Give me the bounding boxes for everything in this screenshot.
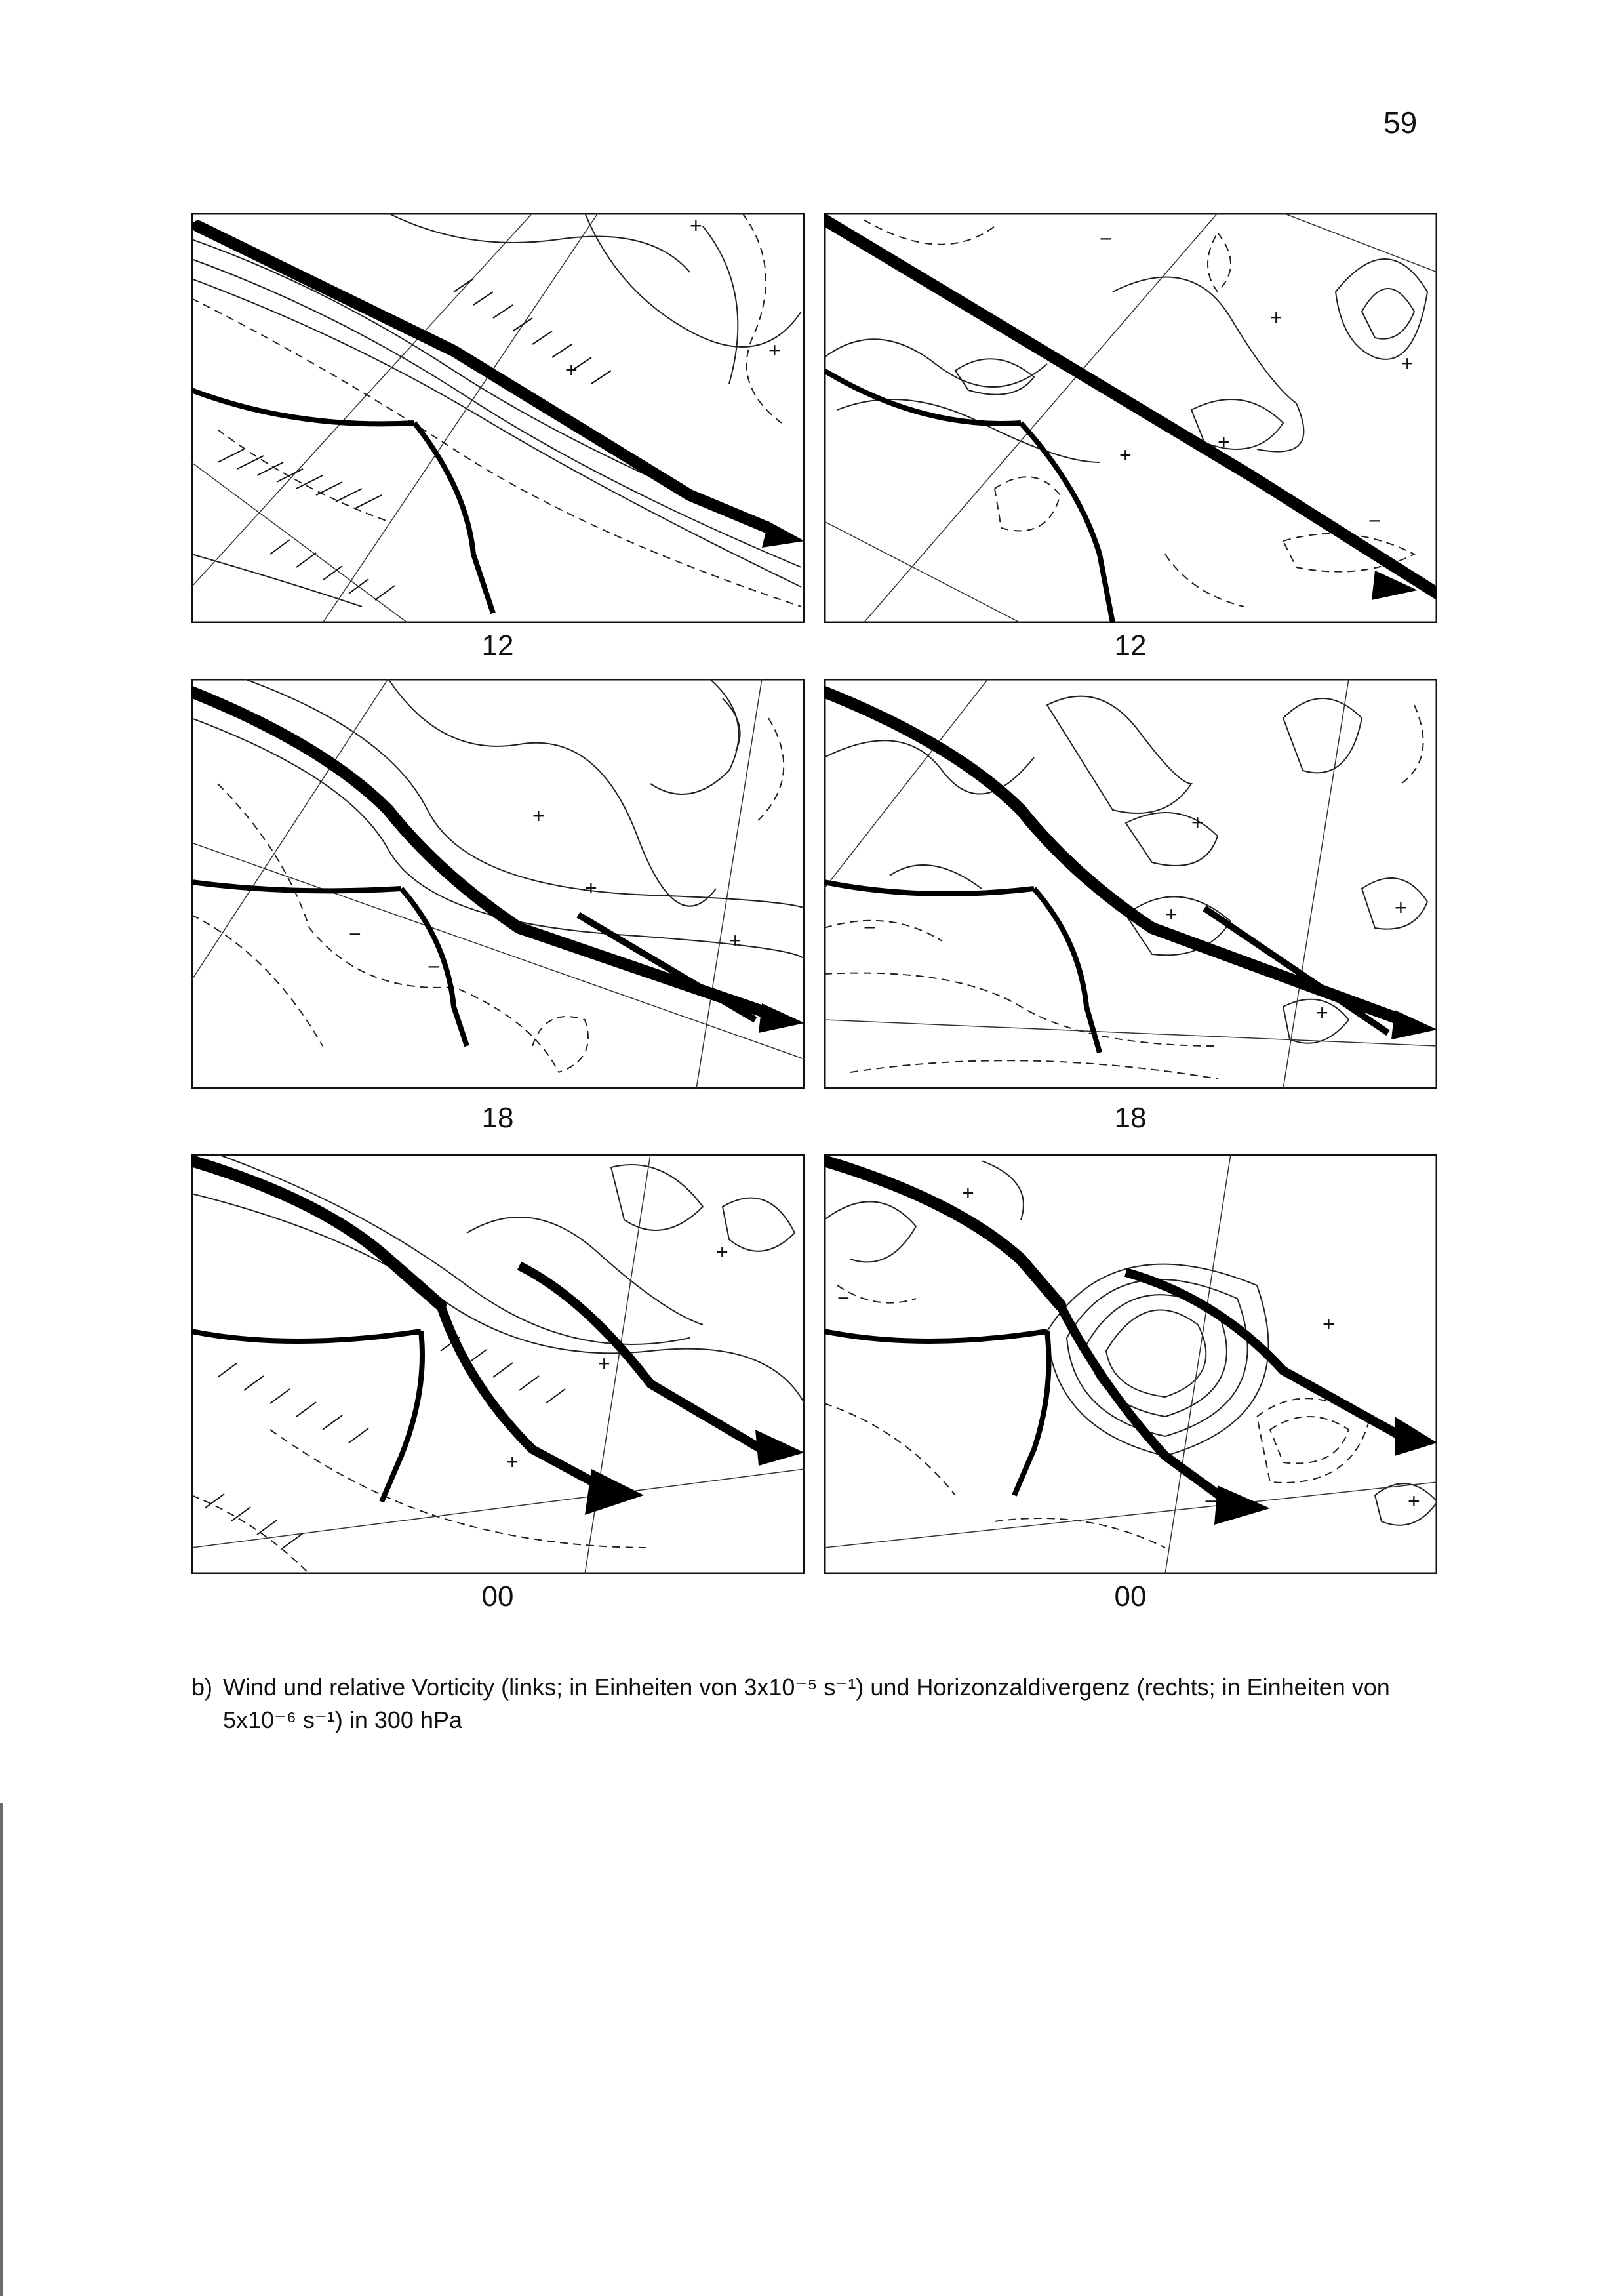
caption-line-1: Wind und relative Vorticity (links; in Einheiten von 3x10⁻⁵ s⁻¹) und Horizonzaldivergenz (rechts; in Einheiten von <box>223 1674 1390 1701</box>
svg-text:+: + <box>690 214 702 237</box>
figure-caption <box>191 1671 1437 1737</box>
svg-text:−: − <box>1100 227 1112 251</box>
panel-time-label: 00 <box>1114 1581 1147 1613</box>
panel-time-label: 12 <box>481 630 514 662</box>
map-panel-divergence-18 <box>824 679 1437 1089</box>
map-panel-divergence-12 <box>824 213 1437 623</box>
svg-text:+: + <box>1119 443 1132 467</box>
map-divergence-18 <box>824 679 1437 1089</box>
svg-text:+: + <box>506 1450 519 1474</box>
svg-text:+: + <box>598 1352 610 1375</box>
panel-time-label: 00 <box>481 1581 514 1613</box>
svg-text:+: + <box>716 1240 728 1264</box>
svg-text:+: + <box>1395 896 1407 919</box>
caption-marker: b) <box>191 1674 213 1701</box>
map-divergence-12 <box>824 213 1437 623</box>
svg-text:+: + <box>585 876 597 900</box>
svg-text:+: + <box>1316 1001 1328 1024</box>
svg-text:−: − <box>428 955 440 978</box>
map-panel-vorticity-00 <box>191 1154 805 1574</box>
svg-text:+: + <box>1408 1489 1420 1513</box>
svg-text:−: − <box>1204 1489 1217 1513</box>
svg-text:+: + <box>962 1181 974 1205</box>
map-vorticity-18 <box>191 679 805 1089</box>
svg-text:−: − <box>837 1286 850 1310</box>
caption-line-2: 5x10⁻⁶ s⁻¹) in 300 hPa <box>223 1706 463 1733</box>
svg-text:+: + <box>1165 902 1178 926</box>
svg-text:+: + <box>1191 811 1204 834</box>
map-panel-vorticity-18 <box>191 679 805 1089</box>
map-vorticity-12 <box>191 213 805 623</box>
svg-text:+: + <box>1323 1312 1335 1336</box>
map-divergence-00 <box>824 1154 1437 1574</box>
panel-time-label: 18 <box>1114 1102 1147 1134</box>
page-number: 59 <box>1383 106 1418 140</box>
map-panel-vorticity-12 <box>191 213 805 623</box>
svg-text:−: − <box>1368 509 1381 533</box>
svg-text:+: + <box>1401 352 1414 375</box>
map-vorticity-00 <box>191 1154 805 1574</box>
svg-text:+: + <box>768 338 781 362</box>
svg-text:+: + <box>729 929 742 952</box>
svg-text:+: + <box>532 804 545 828</box>
svg-text:+: + <box>1218 430 1230 454</box>
panel-time-label: 12 <box>1114 630 1147 662</box>
svg-text:+: + <box>565 358 578 382</box>
svg-text:+: + <box>1270 306 1283 329</box>
svg-text:−: − <box>864 916 876 939</box>
map-panel-divergence-00 <box>824 1154 1437 1574</box>
scan-edge-shadow <box>0 1803 3 2296</box>
svg-text:−: − <box>349 922 361 946</box>
panel-time-label: 18 <box>481 1102 514 1134</box>
